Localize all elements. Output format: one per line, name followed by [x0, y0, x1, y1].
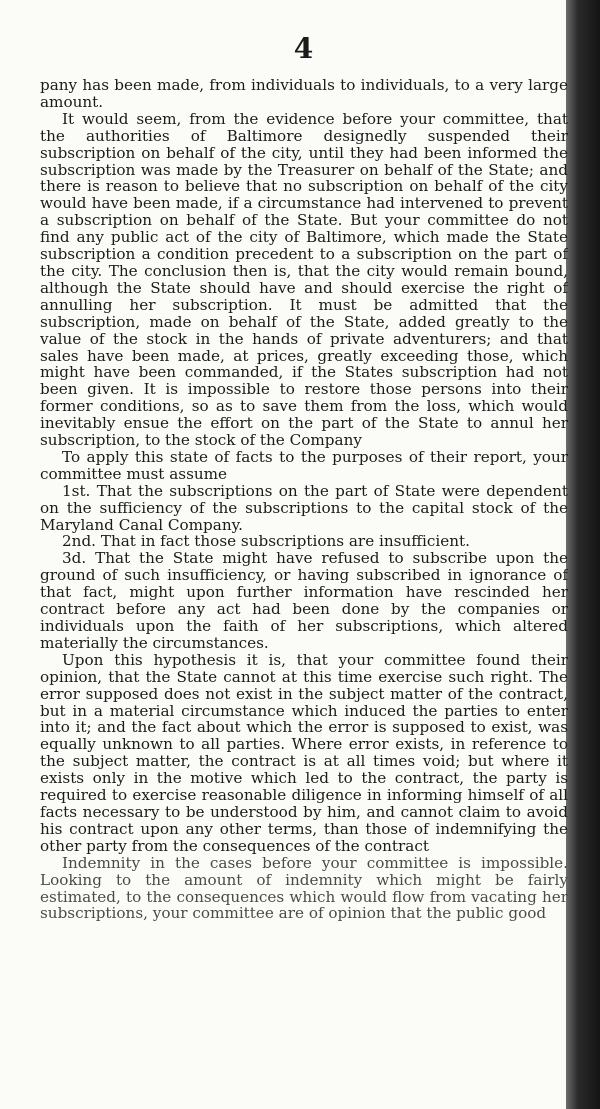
- paragraph-hypothesis: Upon this hypothesis it is, that your committee found their opinion, that the State cannot at this time exercise such right. The error supposed does not exist in the subject matter of the contract, but in a material circumstance which induced the parties to enter into it; and the fact about which the error is supposed to exist, was equally unknown to all parties. Where error exists, in reference to the subject matter, the contract is at all times void; but where it exists only in the motive which led to the contract, the party is required to exercise reasonable diligence in informing himself of all facts necessary to be understood by him, and cannot claim to avoid his contract upon any other terms, than those of indemnifying the other party from the consequences of the contract: [40, 650, 568, 855]
- document-page: [40, 32, 568, 1102]
- book-binding-edge: [566, 0, 600, 1109]
- paragraph-evidence: It would seem, from the evidence before your committee, that the authorities of Baltimore designedly suspended their subscription on behalf of the city, until they had been informed the subscription was made by the Treasurer on behalf of the State; and there is reason to believe that no subscription on behalf of the city would have been made, if a circumstance had intervened to prevent a subscription on behalf of the State. But your committee do not find any public act of the city of Baltimore, which made the State subscription a condition precedent to a subscription on the part of the city. The conclusion then is, that the city would remain bound, although the State should have and should exercise the right of annulling her subscription. It must be admitted that the subscription, made on behalf of the State, added greatly to the value of the stock in the hands of private adventurers; and that sales have been made, at prices, greatly exceeding those, which might have been commanded, if the States subscription had not been given. It is impossible to restore those persons into their former conditions, so as to save them from the loss, which would inevitably ensue the effort on the part of the State to annul her subscription, to the stock of the Company: [40, 109, 568, 450]
- paragraph-first-point: 1st. That the subscriptions on the part of State were dependent on the sufficiency of the subscriptions to the capital stock of the Maryland Canal Company.: [40, 481, 568, 534]
- paragraph-continuation: pany has been made, from individuals to individuals, to a very large amount.: [40, 76, 568, 111]
- paragraph-second-point: 2nd. That in fact those subscriptions are insufficient.: [62, 532, 470, 551]
- paragraph-apply-facts: To apply this state of facts to the purposes of their report, your committee must assume: [40, 447, 568, 483]
- body-text: [40, 77, 568, 922]
- paragraph-third-point: 3d. That the State might have refused to subscribe upon the ground of such insufficiency, or having subscribed in ignorance of that fact, might upon further information have rescinded her contract before any act had been done by the companies or individuals upon the faith of her subscriptions, which altered materially the circumstances.: [40, 549, 568, 652]
- paragraph-indemnity: Indemnity in the cases before your committee is impossible. Looking to the amount of indemnity which might be fairly estimated, to the consequences which would flow from vacating her subscriptions, your committee are of opinion that the public good: [40, 853, 568, 923]
- page-number: 4: [293, 32, 315, 65]
